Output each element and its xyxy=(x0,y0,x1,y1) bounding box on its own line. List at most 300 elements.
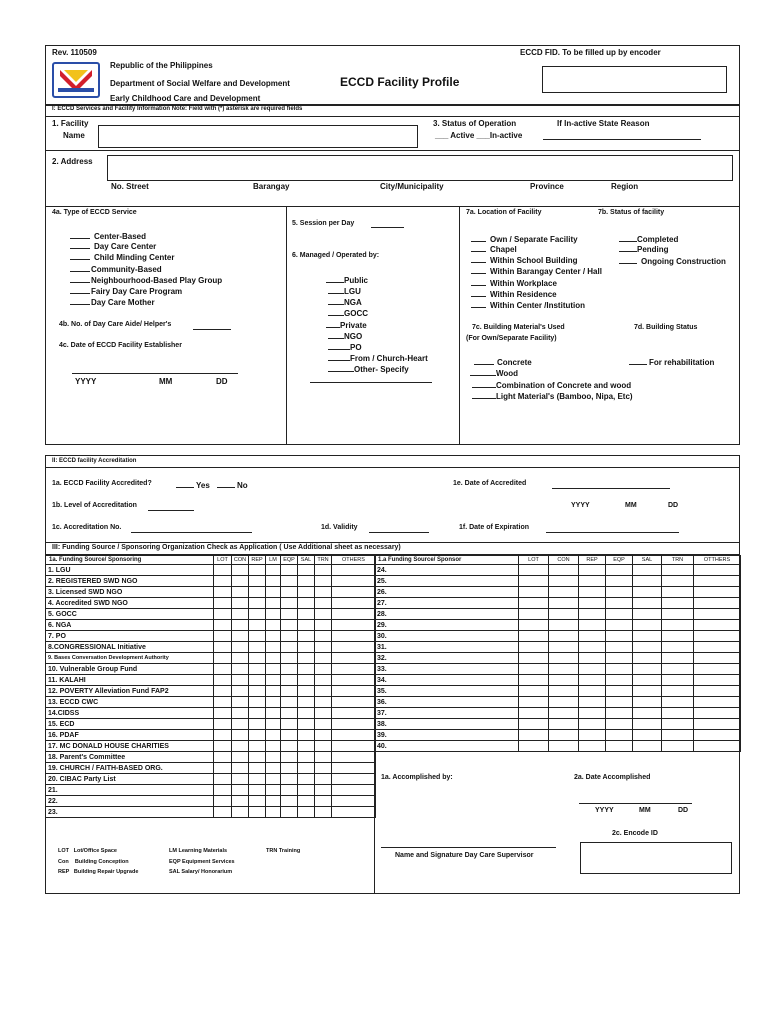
check-cell[interactable] xyxy=(519,664,549,675)
fstatus-completed[interactable]: Completed xyxy=(619,234,678,244)
check-cell[interactable] xyxy=(519,565,549,576)
check-cell[interactable] xyxy=(633,697,662,708)
check-cell[interactable] xyxy=(332,620,376,631)
check-cell[interactable] xyxy=(332,631,376,642)
managed-gocc[interactable]: GOCC xyxy=(328,308,368,318)
check-cell[interactable] xyxy=(332,598,376,609)
check-cell[interactable] xyxy=(298,587,315,598)
check-cell[interactable] xyxy=(232,576,249,587)
check-cell[interactable] xyxy=(549,741,579,752)
check-cell[interactable] xyxy=(249,565,266,576)
check-cell[interactable] xyxy=(281,587,298,598)
check-cell[interactable] xyxy=(315,763,332,774)
check-cell[interactable] xyxy=(281,620,298,631)
check-cell[interactable] xyxy=(332,697,376,708)
check-cell[interactable] xyxy=(332,774,376,785)
check-cell[interactable] xyxy=(232,785,249,796)
check-cell[interactable] xyxy=(694,708,741,719)
check-cell[interactable] xyxy=(332,642,376,653)
check-cell[interactable] xyxy=(662,741,694,752)
check-cell[interactable] xyxy=(519,741,549,752)
check-cell[interactable] xyxy=(232,675,249,686)
check-cell[interactable] xyxy=(214,785,232,796)
address-input[interactable] xyxy=(107,155,733,181)
location-workplace[interactable]: Within Workplace xyxy=(471,278,557,288)
check-cell[interactable] xyxy=(662,719,694,730)
check-cell[interactable] xyxy=(232,708,249,719)
check-cell[interactable] xyxy=(315,697,332,708)
check-cell[interactable] xyxy=(266,598,281,609)
check-cell[interactable] xyxy=(332,587,376,598)
location-residence[interactable]: Within Residence xyxy=(471,289,557,299)
check-cell[interactable] xyxy=(298,697,315,708)
check-cell[interactable] xyxy=(579,620,606,631)
check-cell[interactable] xyxy=(214,675,232,686)
check-cell[interactable] xyxy=(214,686,232,697)
check-cell[interactable] xyxy=(298,686,315,697)
check-cell[interactable] xyxy=(606,620,633,631)
check-cell[interactable] xyxy=(214,598,232,609)
check-cell[interactable] xyxy=(332,741,376,752)
check-cell[interactable] xyxy=(662,653,694,664)
aides-input[interactable] xyxy=(193,329,231,330)
location-center[interactable]: Within Center /Institution xyxy=(471,300,585,310)
check-cell[interactable] xyxy=(266,741,281,752)
check-cell[interactable] xyxy=(266,653,281,664)
check-cell[interactable] xyxy=(232,620,249,631)
check-cell[interactable] xyxy=(662,620,694,631)
check-cell[interactable] xyxy=(281,664,298,675)
check-cell[interactable] xyxy=(266,642,281,653)
managed-ngo[interactable]: NGO xyxy=(328,331,362,341)
check-cell[interactable] xyxy=(332,686,376,697)
session-input[interactable] xyxy=(371,227,404,228)
check-cell[interactable] xyxy=(606,708,633,719)
check-cell[interactable] xyxy=(315,708,332,719)
check-cell[interactable] xyxy=(266,708,281,719)
check-cell[interactable] xyxy=(214,719,232,730)
check-cell[interactable] xyxy=(298,653,315,664)
check-cell[interactable] xyxy=(249,631,266,642)
managed-other[interactable]: Other- Specify xyxy=(328,364,409,374)
check-cell[interactable] xyxy=(332,708,376,719)
check-cell[interactable] xyxy=(298,719,315,730)
check-cell[interactable] xyxy=(298,785,315,796)
check-cell[interactable] xyxy=(281,675,298,686)
check-cell[interactable] xyxy=(298,664,315,675)
check-cell[interactable] xyxy=(281,719,298,730)
check-cell[interactable] xyxy=(332,796,376,807)
check-cell[interactable] xyxy=(315,587,332,598)
check-cell[interactable] xyxy=(266,620,281,631)
managed-public[interactable]: Public xyxy=(326,275,368,285)
check-cell[interactable] xyxy=(298,631,315,642)
check-cell[interactable] xyxy=(214,631,232,642)
check-cell[interactable] xyxy=(519,675,549,686)
check-cell[interactable] xyxy=(249,675,266,686)
check-cell[interactable] xyxy=(606,609,633,620)
check-cell[interactable] xyxy=(266,774,281,785)
check-cell[interactable] xyxy=(633,609,662,620)
check-cell[interactable] xyxy=(232,741,249,752)
check-cell[interactable] xyxy=(232,653,249,664)
facility-name-input[interactable] xyxy=(98,125,418,148)
check-cell[interactable] xyxy=(281,763,298,774)
check-cell[interactable] xyxy=(579,719,606,730)
check-cell[interactable] xyxy=(332,653,376,664)
check-cell[interactable] xyxy=(281,609,298,620)
fid-input[interactable] xyxy=(542,66,727,93)
check-cell[interactable] xyxy=(214,664,232,675)
check-cell[interactable] xyxy=(579,653,606,664)
check-cell[interactable] xyxy=(298,675,315,686)
check-cell[interactable] xyxy=(549,631,579,642)
check-cell[interactable] xyxy=(298,620,315,631)
service-center-based[interactable]: Center-Based xyxy=(70,231,146,241)
check-cell[interactable] xyxy=(549,697,579,708)
check-cell[interactable] xyxy=(549,620,579,631)
establish-date-input[interactable] xyxy=(72,373,238,374)
check-cell[interactable] xyxy=(266,565,281,576)
check-cell[interactable] xyxy=(315,785,332,796)
check-cell[interactable] xyxy=(549,675,579,686)
check-cell[interactable] xyxy=(249,763,266,774)
check-cell[interactable] xyxy=(266,796,281,807)
level-input[interactable] xyxy=(148,510,194,511)
check-cell[interactable] xyxy=(519,587,549,598)
check-cell[interactable] xyxy=(214,763,232,774)
check-cell[interactable] xyxy=(232,774,249,785)
check-cell[interactable] xyxy=(662,708,694,719)
check-cell[interactable] xyxy=(214,697,232,708)
date-accredited-input[interactable] xyxy=(552,488,670,489)
check-cell[interactable] xyxy=(519,642,549,653)
check-cell[interactable] xyxy=(298,565,315,576)
managed-nga[interactable]: NGA xyxy=(328,297,362,307)
check-cell[interactable] xyxy=(298,774,315,785)
managed-lgu[interactable]: LGU xyxy=(328,286,361,296)
check-cell[interactable] xyxy=(579,609,606,620)
check-cell[interactable] xyxy=(519,708,549,719)
check-cell[interactable] xyxy=(332,609,376,620)
check-cell[interactable] xyxy=(633,587,662,598)
check-cell[interactable] xyxy=(549,609,579,620)
check-cell[interactable] xyxy=(266,675,281,686)
accredited-no[interactable]: No xyxy=(217,480,248,490)
check-cell[interactable] xyxy=(519,609,549,620)
check-cell[interactable] xyxy=(266,587,281,598)
check-cell[interactable] xyxy=(332,730,376,741)
check-cell[interactable] xyxy=(633,653,662,664)
check-cell[interactable] xyxy=(249,796,266,807)
check-cell[interactable] xyxy=(298,576,315,587)
inactive-reason-input[interactable] xyxy=(543,139,701,140)
check-cell[interactable] xyxy=(332,565,376,576)
service-community-based[interactable]: Community-Based xyxy=(70,264,162,274)
check-cell[interactable] xyxy=(266,763,281,774)
check-cell[interactable] xyxy=(249,741,266,752)
check-cell[interactable] xyxy=(332,752,376,763)
check-cell[interactable] xyxy=(606,741,633,752)
check-cell[interactable] xyxy=(232,631,249,642)
check-cell[interactable] xyxy=(662,686,694,697)
check-cell[interactable] xyxy=(694,620,741,631)
check-cell[interactable] xyxy=(549,730,579,741)
check-cell[interactable] xyxy=(214,587,232,598)
check-cell[interactable] xyxy=(694,697,741,708)
check-cell[interactable] xyxy=(633,675,662,686)
check-cell[interactable] xyxy=(633,730,662,741)
check-cell[interactable] xyxy=(232,598,249,609)
check-cell[interactable] xyxy=(232,642,249,653)
check-cell[interactable] xyxy=(549,587,579,598)
check-cell[interactable] xyxy=(249,807,266,818)
check-cell[interactable] xyxy=(606,565,633,576)
check-cell[interactable] xyxy=(298,752,315,763)
check-cell[interactable] xyxy=(606,686,633,697)
check-cell[interactable] xyxy=(214,807,232,818)
check-cell[interactable] xyxy=(266,609,281,620)
check-cell[interactable] xyxy=(249,730,266,741)
check-cell[interactable] xyxy=(633,686,662,697)
check-cell[interactable] xyxy=(315,631,332,642)
check-cell[interactable] xyxy=(232,664,249,675)
check-cell[interactable] xyxy=(249,686,266,697)
check-cell[interactable] xyxy=(694,719,741,730)
check-cell[interactable] xyxy=(606,719,633,730)
check-cell[interactable] xyxy=(332,807,376,818)
check-cell[interactable] xyxy=(249,576,266,587)
check-cell[interactable] xyxy=(214,609,232,620)
check-cell[interactable] xyxy=(232,565,249,576)
check-cell[interactable] xyxy=(315,642,332,653)
check-cell[interactable] xyxy=(249,697,266,708)
check-cell[interactable] xyxy=(214,708,232,719)
service-day-care-center[interactable]: Day Care Center xyxy=(70,241,156,251)
service-neighbourhood[interactable]: Neighbourhood-Based Play Group xyxy=(70,275,222,285)
check-cell[interactable] xyxy=(266,785,281,796)
check-cell[interactable] xyxy=(214,730,232,741)
check-cell[interactable] xyxy=(519,730,549,741)
check-cell[interactable] xyxy=(332,664,376,675)
check-cell[interactable] xyxy=(606,642,633,653)
check-cell[interactable] xyxy=(315,576,332,587)
check-cell[interactable] xyxy=(633,664,662,675)
check-cell[interactable] xyxy=(249,664,266,675)
check-cell[interactable] xyxy=(281,642,298,653)
check-cell[interactable] xyxy=(281,774,298,785)
bstatus-rehabilitation[interactable]: For rehabilitation xyxy=(629,357,714,367)
check-cell[interactable] xyxy=(315,620,332,631)
check-cell[interactable] xyxy=(662,730,694,741)
check-cell[interactable] xyxy=(694,631,741,642)
check-cell[interactable] xyxy=(579,576,606,587)
check-cell[interactable] xyxy=(519,598,549,609)
check-cell[interactable] xyxy=(281,741,298,752)
check-cell[interactable] xyxy=(549,686,579,697)
check-cell[interactable] xyxy=(281,807,298,818)
check-cell[interactable] xyxy=(519,576,549,587)
check-cell[interactable] xyxy=(266,664,281,675)
check-cell[interactable] xyxy=(249,653,266,664)
check-cell[interactable] xyxy=(214,774,232,785)
check-cell[interactable] xyxy=(606,653,633,664)
check-cell[interactable] xyxy=(606,675,633,686)
check-cell[interactable] xyxy=(315,741,332,752)
location-school[interactable]: Within School Building xyxy=(471,255,577,265)
check-cell[interactable] xyxy=(315,807,332,818)
check-cell[interactable] xyxy=(606,576,633,587)
check-cell[interactable] xyxy=(694,576,741,587)
material-light[interactable]: Light Material's (Bamboo, Nipa, Etc) xyxy=(472,391,633,401)
check-cell[interactable] xyxy=(249,719,266,730)
check-cell[interactable] xyxy=(662,609,694,620)
check-cell[interactable] xyxy=(249,752,266,763)
check-cell[interactable] xyxy=(266,576,281,587)
accredited-yes[interactable]: Yes xyxy=(176,480,210,490)
check-cell[interactable] xyxy=(579,686,606,697)
check-cell[interactable] xyxy=(549,719,579,730)
check-cell[interactable] xyxy=(606,598,633,609)
check-cell[interactable] xyxy=(249,708,266,719)
service-fairy-day-care[interactable]: Fairy Day Care Program xyxy=(70,286,182,296)
check-cell[interactable] xyxy=(332,719,376,730)
check-cell[interactable] xyxy=(266,686,281,697)
check-cell[interactable] xyxy=(281,730,298,741)
check-cell[interactable] xyxy=(549,653,579,664)
check-cell[interactable] xyxy=(519,719,549,730)
check-cell[interactable] xyxy=(579,675,606,686)
check-cell[interactable] xyxy=(232,796,249,807)
check-cell[interactable] xyxy=(281,708,298,719)
check-cell[interactable] xyxy=(694,686,741,697)
check-cell[interactable] xyxy=(232,752,249,763)
check-cell[interactable] xyxy=(332,763,376,774)
validity-input[interactable] xyxy=(369,532,429,533)
check-cell[interactable] xyxy=(298,642,315,653)
check-cell[interactable] xyxy=(281,796,298,807)
check-cell[interactable] xyxy=(232,719,249,730)
check-cell[interactable] xyxy=(606,664,633,675)
check-cell[interactable] xyxy=(519,686,549,697)
check-cell[interactable] xyxy=(519,620,549,631)
check-cell[interactable] xyxy=(579,587,606,598)
check-cell[interactable] xyxy=(249,785,266,796)
check-cell[interactable] xyxy=(266,807,281,818)
date-accomplished-input[interactable] xyxy=(579,803,692,804)
check-cell[interactable] xyxy=(662,675,694,686)
check-cell[interactable] xyxy=(281,576,298,587)
check-cell[interactable] xyxy=(694,565,741,576)
check-cell[interactable] xyxy=(579,730,606,741)
check-cell[interactable] xyxy=(214,620,232,631)
check-cell[interactable] xyxy=(298,763,315,774)
check-cell[interactable] xyxy=(232,587,249,598)
check-cell[interactable] xyxy=(606,697,633,708)
check-cell[interactable] xyxy=(694,642,741,653)
check-cell[interactable] xyxy=(281,752,298,763)
check-cell[interactable] xyxy=(298,708,315,719)
check-cell[interactable] xyxy=(298,796,315,807)
check-cell[interactable] xyxy=(332,675,376,686)
check-cell[interactable] xyxy=(281,598,298,609)
check-cell[interactable] xyxy=(579,642,606,653)
check-cell[interactable] xyxy=(694,598,741,609)
check-cell[interactable] xyxy=(633,708,662,719)
check-cell[interactable] xyxy=(214,565,232,576)
check-cell[interactable] xyxy=(633,631,662,642)
check-cell[interactable] xyxy=(315,565,332,576)
check-cell[interactable] xyxy=(214,653,232,664)
expiration-input[interactable] xyxy=(546,532,679,533)
material-wood[interactable]: Wood xyxy=(470,368,518,378)
check-cell[interactable] xyxy=(633,565,662,576)
check-cell[interactable] xyxy=(694,664,741,675)
check-cell[interactable] xyxy=(298,598,315,609)
location-own[interactable]: Own / Separate Facility xyxy=(471,234,578,244)
location-barangay[interactable]: Within Barangay Center / Hall xyxy=(471,266,602,276)
check-cell[interactable] xyxy=(662,697,694,708)
check-cell[interactable] xyxy=(249,642,266,653)
material-concrete[interactable]: Concrete xyxy=(474,357,532,367)
service-day-care-mother[interactable]: Day Care Mother xyxy=(70,297,155,307)
check-cell[interactable] xyxy=(549,565,579,576)
check-cell[interactable] xyxy=(281,631,298,642)
check-cell[interactable] xyxy=(266,730,281,741)
check-cell[interactable] xyxy=(214,642,232,653)
check-cell[interactable] xyxy=(266,631,281,642)
check-cell[interactable] xyxy=(606,730,633,741)
check-cell[interactable] xyxy=(662,598,694,609)
check-cell[interactable] xyxy=(579,697,606,708)
check-cell[interactable] xyxy=(694,675,741,686)
check-cell[interactable] xyxy=(694,653,741,664)
accreditation-no-input[interactable] xyxy=(131,532,252,533)
check-cell[interactable] xyxy=(298,730,315,741)
check-cell[interactable] xyxy=(249,609,266,620)
check-cell[interactable] xyxy=(315,774,332,785)
check-cell[interactable] xyxy=(694,609,741,620)
check-cell[interactable] xyxy=(315,752,332,763)
check-cell[interactable] xyxy=(281,686,298,697)
check-cell[interactable] xyxy=(579,741,606,752)
check-cell[interactable] xyxy=(633,642,662,653)
check-cell[interactable] xyxy=(549,664,579,675)
managed-church[interactable]: From / Church-Heart xyxy=(328,353,428,363)
check-cell[interactable] xyxy=(232,763,249,774)
encode-id-input[interactable] xyxy=(580,842,732,874)
check-cell[interactable] xyxy=(315,686,332,697)
check-cell[interactable] xyxy=(232,609,249,620)
check-cell[interactable] xyxy=(694,587,741,598)
check-cell[interactable] xyxy=(315,719,332,730)
check-cell[interactable] xyxy=(214,576,232,587)
check-cell[interactable] xyxy=(315,796,332,807)
check-cell[interactable] xyxy=(281,653,298,664)
check-cell[interactable] xyxy=(281,565,298,576)
managed-other-input[interactable] xyxy=(310,382,432,383)
status-options[interactable]: ___ Active ___In-active xyxy=(435,131,523,140)
check-cell[interactable] xyxy=(315,730,332,741)
check-cell[interactable] xyxy=(315,609,332,620)
service-child-minding[interactable]: Child Minding Center xyxy=(70,252,174,262)
check-cell[interactable] xyxy=(298,609,315,620)
check-cell[interactable] xyxy=(281,785,298,796)
check-cell[interactable] xyxy=(633,741,662,752)
check-cell[interactable] xyxy=(298,741,315,752)
check-cell[interactable] xyxy=(519,631,549,642)
check-cell[interactable] xyxy=(315,598,332,609)
